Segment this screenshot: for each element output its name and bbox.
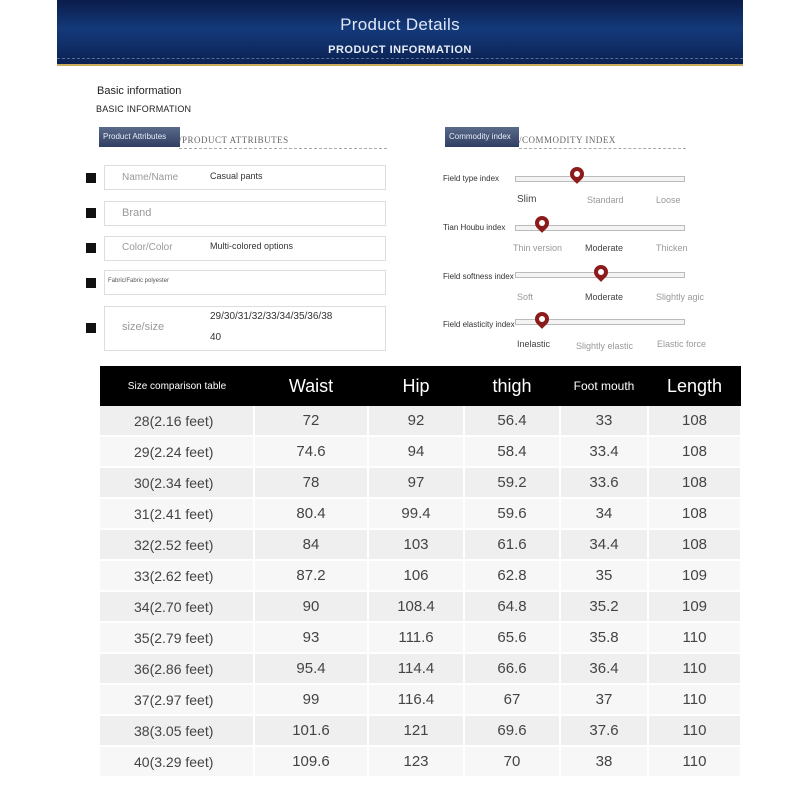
divider xyxy=(519,148,686,149)
cell-size: 30(2.34 feet) xyxy=(100,467,254,498)
attributes-section-header xyxy=(99,127,387,149)
index-option: Elastic force xyxy=(657,339,707,349)
table-row xyxy=(100,498,741,529)
size-comparison-table xyxy=(100,366,742,778)
cell-length: 110 xyxy=(648,684,741,715)
cell-size: 33(2.62 feet) xyxy=(100,560,254,591)
index-option: Soft xyxy=(517,292,534,302)
cell-length: 109 xyxy=(648,560,741,591)
cell-thigh: 70 xyxy=(464,746,560,777)
index-label: Field elasticity index xyxy=(443,320,515,329)
index-option: Standard xyxy=(587,195,624,205)
table-row xyxy=(100,591,741,622)
table-row xyxy=(100,622,741,653)
cell-waist: 99 xyxy=(254,684,368,715)
map-pin-icon xyxy=(532,309,552,329)
attribute-row-fabric xyxy=(86,270,386,295)
cell-length: 109 xyxy=(648,591,741,622)
column-header-hip: Hip xyxy=(368,366,464,406)
cell-waist: 80.4 xyxy=(254,498,368,529)
cell-thigh: 59.2 xyxy=(464,467,560,498)
cell-thigh: 67 xyxy=(464,684,560,715)
cell-foot-mouth: 33.6 xyxy=(560,467,648,498)
table-row xyxy=(100,467,741,498)
cell-size: 37(2.97 feet) xyxy=(100,684,254,715)
attribute-key: Name/Name xyxy=(122,172,179,183)
cell-hip: 106 xyxy=(368,560,464,591)
cell-hip: 121 xyxy=(368,715,464,746)
cell-thigh: 65.6 xyxy=(464,622,560,653)
banner-divider xyxy=(57,58,743,60)
page-subtitle: PRODUCT INFORMATION xyxy=(328,44,472,56)
cell-waist: 101.6 xyxy=(254,715,368,746)
index-option: Slightly elastic xyxy=(576,341,634,351)
cell-size: 31(2.41 feet) xyxy=(100,498,254,529)
attribute-value: 29/30/31/32/33/34/35/36/38 xyxy=(210,311,333,322)
index-track xyxy=(515,176,685,182)
cell-length: 108 xyxy=(648,529,741,560)
column-header-foot-mouth: Foot mouth xyxy=(560,366,648,406)
table-row xyxy=(100,746,741,777)
header-banner xyxy=(57,0,743,66)
cell-foot-mouth: 38 xyxy=(560,746,648,777)
cell-hip: 111.6 xyxy=(368,622,464,653)
cell-foot-mouth: 37 xyxy=(560,684,648,715)
cell-hip: 114.4 xyxy=(368,653,464,684)
cell-thigh: 62.8 xyxy=(464,560,560,591)
divider xyxy=(179,148,387,149)
cell-waist: 95.4 xyxy=(254,653,368,684)
cell-size: 36(2.86 feet) xyxy=(100,653,254,684)
attributes-section-label: /PRODUCT ATTRIBUTES xyxy=(179,135,289,145)
cell-hip: 108.4 xyxy=(368,591,464,622)
attribute-row-brand xyxy=(86,201,386,226)
cell-length: 108 xyxy=(648,436,741,467)
bullet-icon xyxy=(86,243,96,253)
bullet-icon xyxy=(86,208,96,218)
cell-length: 108 xyxy=(648,498,741,529)
cell-foot-mouth: 36.4 xyxy=(560,653,648,684)
basic-info-title: Basic information xyxy=(97,85,182,97)
table-row xyxy=(100,653,741,684)
cell-foot-mouth: 35 xyxy=(560,560,648,591)
map-pin-icon xyxy=(591,262,611,282)
index-tab: Commodity index xyxy=(445,127,519,147)
bullet-icon xyxy=(86,323,96,333)
cell-hip: 116.4 xyxy=(368,684,464,715)
column-header-length: Length xyxy=(648,366,741,406)
attribute-key: Fabric/Fabric polyester xyxy=(108,278,170,284)
cell-waist: 87.2 xyxy=(254,560,368,591)
attribute-row-color xyxy=(86,236,386,261)
cell-waist: 74.6 xyxy=(254,436,368,467)
cell-foot-mouth: 35.8 xyxy=(560,622,648,653)
index-section-label: /COMMODITY INDEX xyxy=(519,135,616,145)
cell-foot-mouth: 33.4 xyxy=(560,436,648,467)
index-section-header xyxy=(445,127,686,149)
basic-info-subtitle: BASIC INFORMATION xyxy=(96,104,192,114)
cell-hip: 92 xyxy=(368,406,464,436)
index-option: Inelastic xyxy=(517,339,551,349)
cell-hip: 123 xyxy=(368,746,464,777)
cell-thigh: 56.4 xyxy=(464,406,560,436)
attribute-row-name xyxy=(86,165,386,190)
cell-length: 108 xyxy=(648,467,741,498)
index-option: Moderate xyxy=(585,292,624,302)
table-row xyxy=(100,436,741,467)
cell-waist: 84 xyxy=(254,529,368,560)
cell-size: 29(2.24 feet) xyxy=(100,436,254,467)
cell-foot-mouth: 34 xyxy=(560,498,648,529)
cell-foot-mouth: 34.4 xyxy=(560,529,648,560)
cell-size: 32(2.52 feet) xyxy=(100,529,254,560)
attribute-value: Multi-colored options xyxy=(210,241,294,251)
cell-waist: 93 xyxy=(254,622,368,653)
cell-length: 110 xyxy=(648,746,741,777)
cell-size: 40(3.29 feet) xyxy=(100,746,254,777)
attribute-key: Brand xyxy=(122,207,152,219)
table-row xyxy=(100,406,741,436)
cell-waist: 72 xyxy=(254,406,368,436)
cell-hip: 97 xyxy=(368,467,464,498)
attribute-value-line2: 40 xyxy=(210,332,222,343)
attribute-value: Casual pants xyxy=(210,171,263,181)
index-option: Moderate xyxy=(585,243,624,253)
cell-waist: 90 xyxy=(254,591,368,622)
cell-size: 34(2.70 feet) xyxy=(100,591,254,622)
cell-waist: 109.6 xyxy=(254,746,368,777)
index-option: Thicken xyxy=(656,243,688,253)
table-header-row xyxy=(100,366,741,406)
cell-size: 28(2.16 feet) xyxy=(100,406,254,436)
table-row xyxy=(100,684,741,715)
cell-thigh: 64.8 xyxy=(464,591,560,622)
cell-foot-mouth: 37.6 xyxy=(560,715,648,746)
index-label: Tian Houbu index xyxy=(443,223,506,232)
cell-hip: 99.4 xyxy=(368,498,464,529)
page-title: Product Details xyxy=(340,15,460,34)
cell-thigh: 58.4 xyxy=(464,436,560,467)
cell-foot-mouth: 33 xyxy=(560,406,648,436)
index-label: Field type index xyxy=(443,174,500,183)
index-option: Loose xyxy=(656,195,681,205)
attribute-key: Color/Color xyxy=(122,242,173,253)
cell-hip: 94 xyxy=(368,436,464,467)
cell-thigh: 59.6 xyxy=(464,498,560,529)
attribute-key: size/size xyxy=(122,321,165,333)
bullet-icon xyxy=(86,278,96,288)
column-header-thigh: thigh xyxy=(464,366,560,406)
cell-thigh: 69.6 xyxy=(464,715,560,746)
column-header-waist: Waist xyxy=(254,366,368,406)
cell-length: 108 xyxy=(648,406,741,436)
table-row xyxy=(100,560,741,591)
table-row xyxy=(100,529,741,560)
attributes-tab: Product Attributes xyxy=(99,127,180,147)
cell-thigh: 61.6 xyxy=(464,529,560,560)
cell-size: 35(2.79 feet) xyxy=(100,622,254,653)
cell-length: 110 xyxy=(648,653,741,684)
cell-waist: 78 xyxy=(254,467,368,498)
index-option: Slightly agic xyxy=(656,292,705,302)
cell-length: 110 xyxy=(648,715,741,746)
index-option: Thin version xyxy=(513,243,563,253)
cell-thigh: 66.6 xyxy=(464,653,560,684)
attribute-row-size xyxy=(86,306,386,351)
cell-hip: 103 xyxy=(368,529,464,560)
bullet-icon xyxy=(86,173,96,183)
cell-foot-mouth: 35.2 xyxy=(560,591,648,622)
column-header-size: Size comparison table xyxy=(100,366,254,406)
table-row xyxy=(100,715,741,746)
index-label: Field softness index xyxy=(443,272,514,281)
cell-size: 38(3.05 feet) xyxy=(100,715,254,746)
index-option: Slim xyxy=(517,194,537,205)
cell-length: 110 xyxy=(648,622,741,653)
